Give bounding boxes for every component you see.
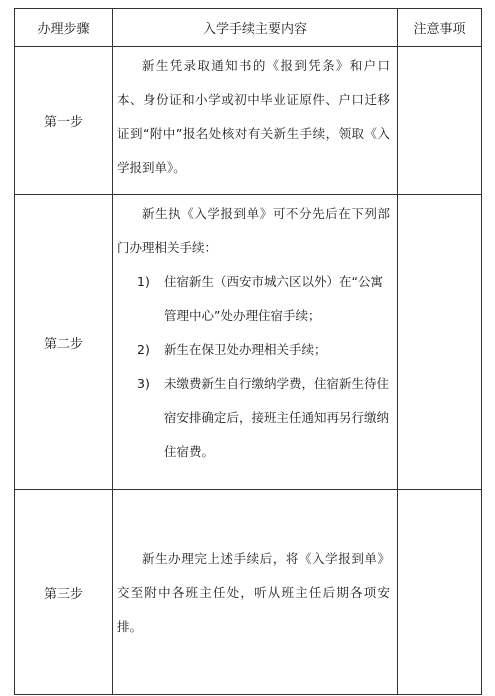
list-item-number: 3) <box>137 376 150 391</box>
table-row <box>15 490 482 695</box>
list-item-text: 住宿新生（西安市城六区以外）在“公寓管理中心”处办理住宿手续； <box>164 274 383 323</box>
step-content <box>113 490 398 695</box>
step-notes <box>398 195 482 490</box>
list-item-text: 新生在保卫处办理相关手续； <box>164 342 327 357</box>
header-content: 入学手续主要内容 <box>113 9 398 47</box>
table-header-row <box>15 9 482 47</box>
step-text: 新生办理完上述手续后，将《入学报到单》交至附中各班主任处，听从班主任后期各项安排。 <box>117 551 390 634</box>
list-item-number: 2) <box>137 342 150 357</box>
step-notes <box>398 47 482 195</box>
step-label: 第二步 <box>15 195 113 490</box>
table-row <box>15 195 482 490</box>
header-steps: 办理步骤 <box>15 9 113 47</box>
step-notes <box>398 490 482 695</box>
step-content <box>113 47 398 195</box>
list-item-number: 1) <box>137 274 150 289</box>
enrollment-procedure-table <box>14 8 482 695</box>
step-label: 第一步 <box>15 47 113 195</box>
sub-item-list <box>113 265 397 469</box>
step-content <box>113 195 398 490</box>
step-text: 新生执《入学报到单》可不分先后在下列部门办理相关手续： <box>117 206 390 255</box>
step-label: 第三步 <box>15 490 113 695</box>
table-row <box>15 47 482 195</box>
step-text: 新生凭录取通知书的《报到凭条》和户口本、身份证和小学或初中毕业证原件、户口迁移证到“附中”报名处核对有关新生手续，领取《入学报到单》。 <box>117 58 390 175</box>
list-item <box>137 367 389 469</box>
header-notes: 注意事项 <box>398 9 482 47</box>
list-item <box>137 333 389 367</box>
list-item-text: 未缴费新生自行缴纳学费，住宿新生待住宿安排确定后，接班主任通知再另行缴纳住宿费。 <box>164 376 390 459</box>
list-item <box>137 265 389 333</box>
